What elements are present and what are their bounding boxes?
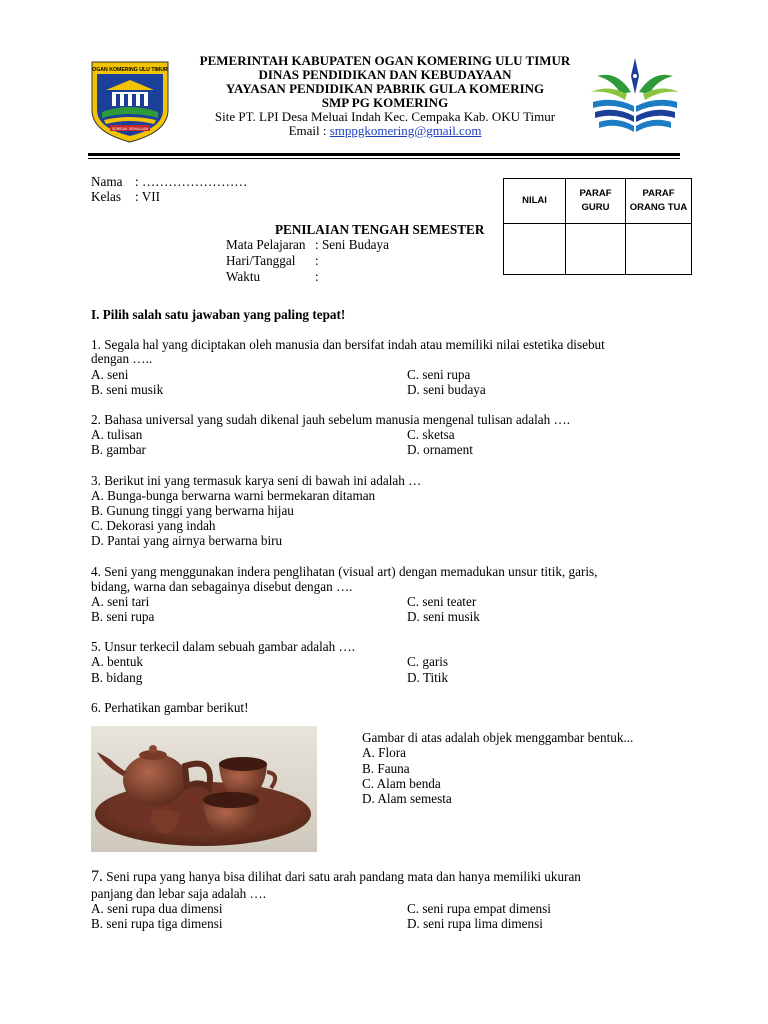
q5-text-1: 5. Unsur terkecil dalam sebuah gambar adalah …. [91,639,356,654]
q2-option-b: B. gambar [91,442,146,457]
paraf-guru-cell[interactable] [566,224,626,275]
q3-option-d: D. Pantai yang airnya berwarna biru [91,533,283,548]
paraf-orang-tua-cell[interactable] [626,224,692,275]
header-divider-thin [88,158,680,159]
section-1-title: I. Pilih salah satu jawaban yang paling tepat! [91,307,346,322]
logo-left-motto: SEBIDUK SEHALUAN [111,127,149,131]
logo-left-title: OGAN KOMERING ULU TIMUR [92,67,168,73]
header-address: Site PT. LPI Desa Meluai Indah Kec. Cempaka Kab. OKU Timur [214,109,556,124]
q2-option-d: D. ornament [407,442,473,457]
q6-option-c: C. Alam benda [362,776,441,791]
header-line-1: PEMERINTAH KABUPATEN OGAN KOMERING ULU TIMUR [199,53,571,68]
q7-option-a: A. seni rupa dua dimensi [91,901,223,916]
nama-value: : …………………… [135,174,248,189]
q3-option-b: B. Gunung tinggi yang berwarna hijau [91,503,294,518]
nama-label: Nama [91,174,123,189]
q4-text-2: bidang, warna dan sebagainya disebut dengan …. [91,579,353,594]
q2-option-a: A. tulisan [91,427,143,442]
q5-option-b: B. bidang [91,670,143,685]
q4-text-1: 4. Seni yang menggunakan indera penglihatan (visual art) dengan memadukan unsur titik, garis, [91,564,598,579]
q7-option-d: D. seni rupa lima dimensi [407,916,543,931]
q5-option-a: A. bentuk [91,654,144,669]
q7-option-c: C. seni rupa empat dimensi [407,901,551,916]
q3-text-1: 3. Berikut ini yang termasuk karya seni di bawah ini adalah … [91,473,422,488]
kelas-value: : VII [135,189,161,204]
q5-option-c: C. garis [407,654,449,669]
teapot-set-image [91,726,317,852]
exam-title: PENILAIAN TENGAH SEMESTER [275,222,485,237]
q3-option-a: A. Bunga-bunga berwarna warni bermekaran ditaman [91,488,376,503]
header-line-3: YAYASAN PENDIDIKAN PABRIK GULA KOMERING [225,81,545,96]
q7-option-b: B. seni rupa tiga dimensi [91,916,223,931]
q6-option-d: D. Alam semesta [362,791,452,806]
paraf-guru-header: PARAF GURU [566,179,626,224]
q7-text-1-body: Seni rupa yang hanya bisa dilihat dari satu arah pandang mata dan hanya memiliki ukuran [103,869,581,884]
header-divider-thick [88,153,680,156]
email-label: Email : [288,123,330,138]
email-link[interactable]: smppgkomering@gmail.com [329,123,482,138]
mapel-label: Mata Pelajaran [226,237,306,252]
q6-option-a: A. Flora [362,745,406,760]
q1-option-b: B. seni musik [91,382,164,397]
header-line-4: SMP PG KOMERING [321,95,449,110]
nilai-cell[interactable] [504,224,566,275]
hari-value: : [315,253,319,268]
q7-text-2: panjang dan lebar saja adalah …. [91,886,267,901]
q4-option-c: C. seni teater [407,594,477,609]
q1-text-1: 1. Segala hal yang diciptakan oleh manusia dan bersifat indah atau memiliki nilai estetika disebut [91,337,605,352]
q4-option-b: B. seni rupa [91,609,155,624]
waktu-value: : [315,269,319,284]
q7-number: 7. [91,868,103,885]
header-email-line [160,124,610,138]
q7-text-1 [91,869,581,884]
q4-option-a: A. seni tari [91,594,150,609]
q1-text-2: dengan ….. [91,351,153,366]
mapel-value: : Seni Budaya [315,237,389,252]
hari-label: Hari/Tanggal [226,253,296,268]
q1-option-d: D. seni budaya [407,382,486,397]
q2-text-1: 2. Bahasa universal yang sudah dikenal jauh sebelum manusia mengenal tulisan adalah …. [91,412,571,427]
q6-text-1: 6. Perhatikan gambar berikut! [91,700,249,715]
q6-option-b: B. Fauna [362,761,410,776]
q4-option-d: D. seni musik [407,609,480,624]
q3-option-c: C. Dekorasi yang indah [91,518,216,533]
waktu-label: Waktu [226,269,261,284]
q1-option-a: A. seni [91,367,129,382]
kelas-label: Kelas [91,189,122,204]
q2-option-c: C. sketsa [407,427,455,442]
q6-prompt: Gambar di atas adalah objek menggambar bentuk... [362,730,634,745]
q5-option-d: D. Titik [407,670,449,685]
header-line-2: DINAS PENDIDIKAN DAN KEBUDAYAAN [258,67,512,82]
paraf-orang-tua-header: PARAF ORANG TUA [626,179,692,224]
signature-table [503,178,692,275]
q1-option-c: C. seni rupa [407,367,471,382]
nilai-header: NILAI [504,179,566,224]
